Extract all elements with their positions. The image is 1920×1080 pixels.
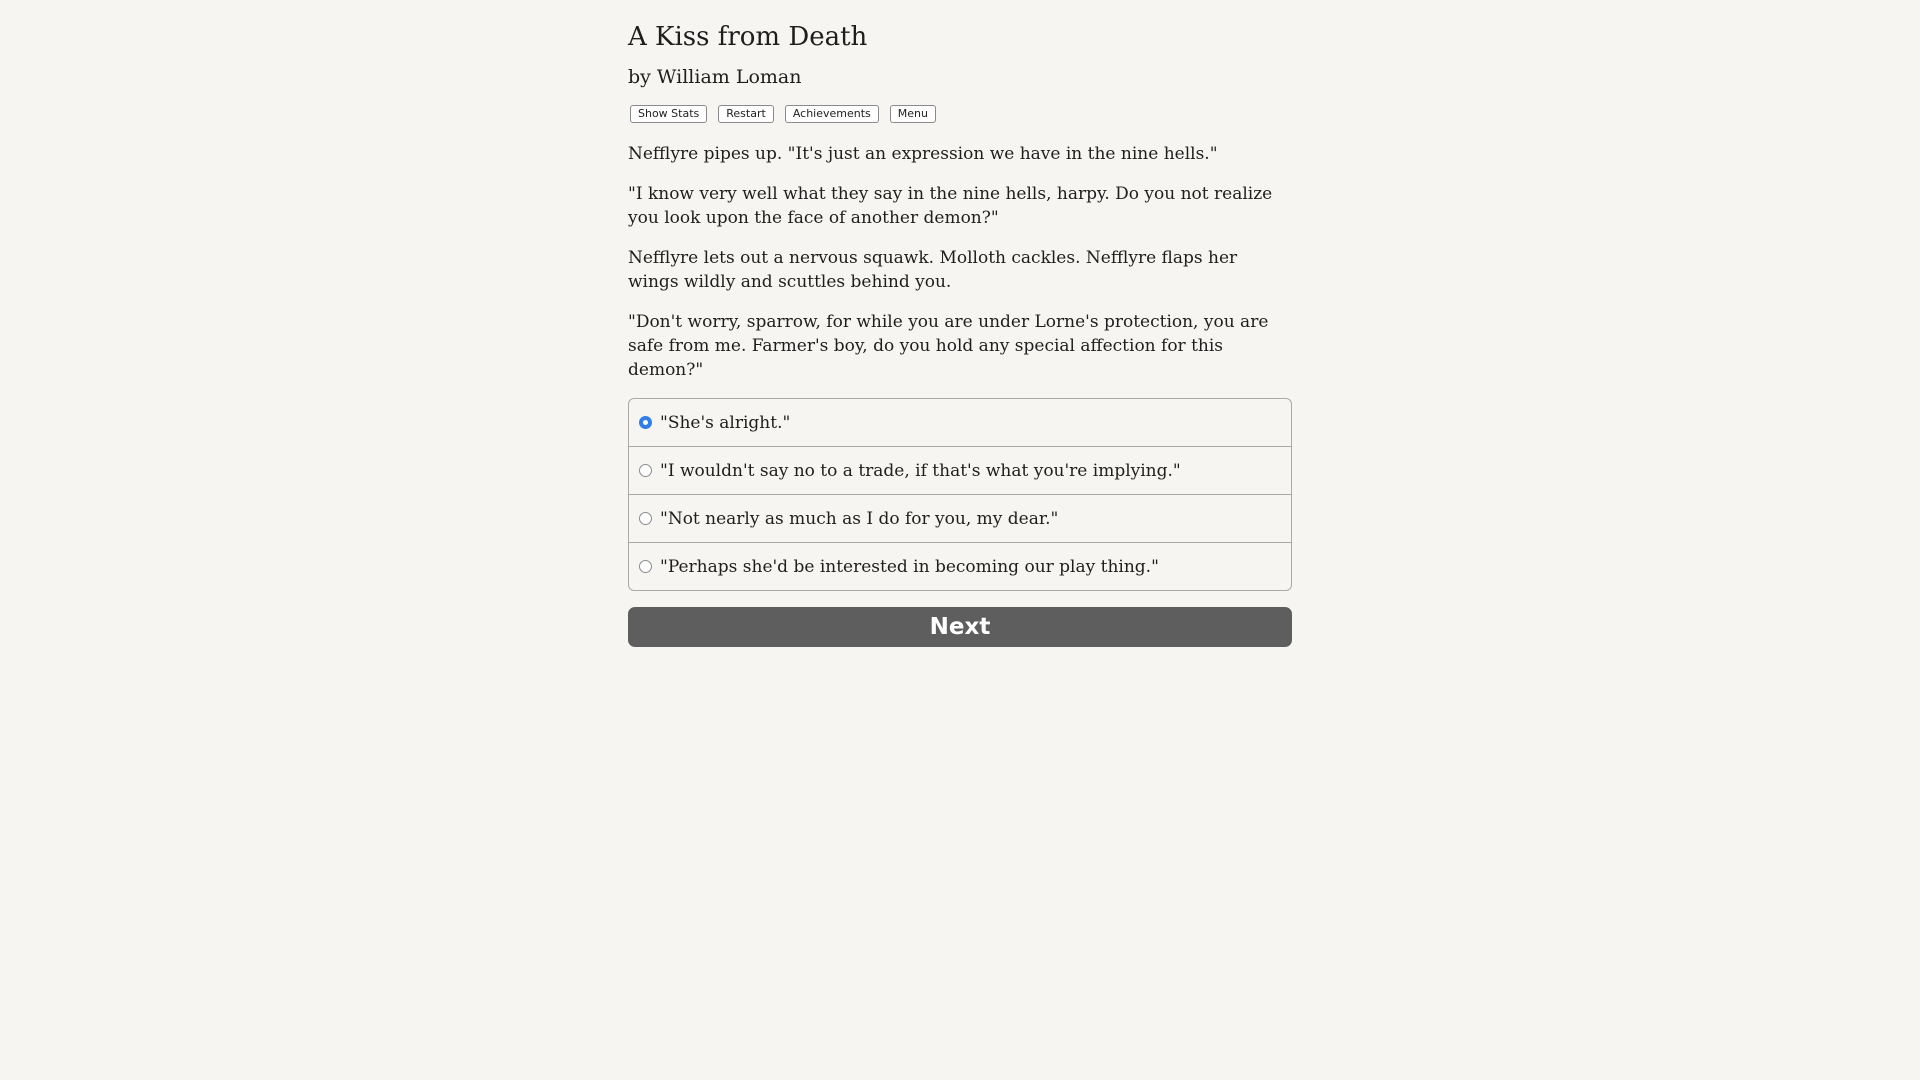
choice-option[interactable] (629, 399, 1291, 446)
restart-button[interactable]: Restart (718, 105, 774, 123)
story-paragraph: "Don't worry, sparrow, for while you are under Lorne's protection, you are safe from me. Farmer's boy, do you hold any special affection for this demon?" (628, 312, 1269, 380)
story-paragraph: Nefflyre pipes up. "It's just an expression we have in the nine hells." (628, 144, 1218, 164)
story-text (628, 142, 1292, 382)
choice-option[interactable] (629, 494, 1291, 542)
game-author: by William Loman (628, 66, 802, 88)
next-button[interactable]: Next (628, 607, 1292, 647)
radio-button[interactable] (639, 416, 652, 429)
radio-button[interactable] (639, 560, 652, 573)
radio-button[interactable] (639, 464, 652, 477)
story-paragraph: "I know very well what they say in the nine hells, harpy. Do you not realize you look upon the face of another demon?" (628, 184, 1273, 228)
radio-button[interactable] (639, 512, 652, 525)
choice-label: "She's alright." (660, 412, 791, 433)
menu-button[interactable]: Menu (890, 105, 936, 123)
story-paragraph: Nefflyre lets out a nervous squawk. Molloth cackles. Nefflyre flaps her wings wildly and scuttles behind you. (628, 248, 1238, 292)
toolbar (628, 105, 1292, 123)
show-stats-button[interactable]: Show Stats (630, 105, 707, 123)
achievements-button[interactable]: Achievements (785, 105, 879, 123)
choice-label: "Perhaps she'd be interested in becoming our play thing." (660, 556, 1159, 577)
choice-option[interactable] (629, 446, 1291, 494)
choice-list (628, 398, 1292, 591)
choice-label: "I wouldn't say no to a trade, if that's what you're implying." (660, 460, 1181, 481)
choice-option[interactable] (629, 542, 1291, 590)
choice-label: "Not nearly as much as I do for you, my dear." (660, 508, 1059, 529)
game-container (628, 0, 1292, 647)
game-title: A Kiss from Death (628, 22, 868, 52)
